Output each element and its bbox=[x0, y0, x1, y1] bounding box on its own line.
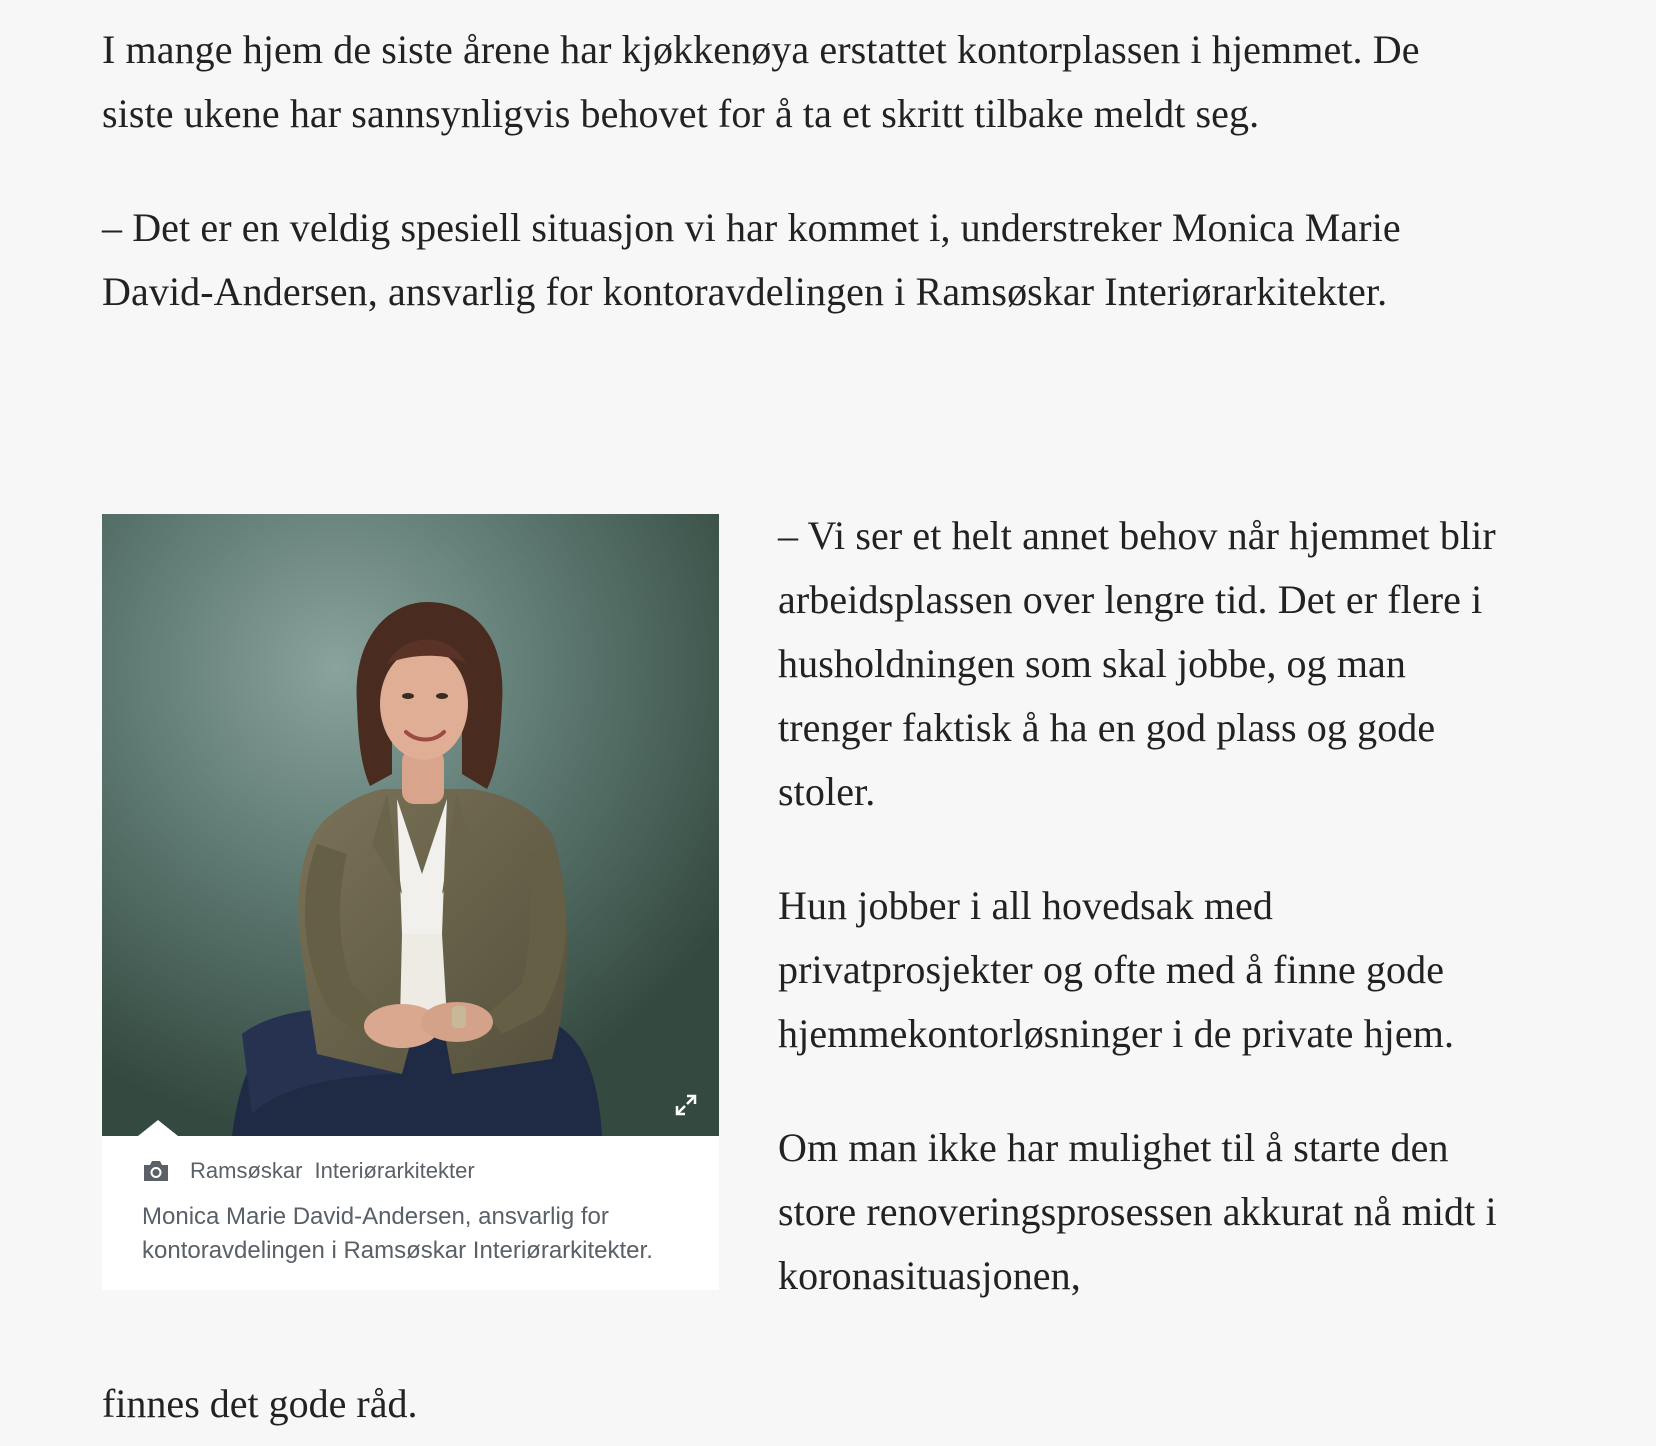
article-paragraph-quote: – Det er en veldig spesiell situasjon vi har kommet i, understreker Monica Marie David-Andersen, ansvarlig for kontoravdelingen i Ramsøskar Interiørarkitekter. bbox=[102, 205, 1401, 314]
article-paragraph: Om man ikke har mulighet til å starte den store renoveringsprosessen akkurat nå midt i koronasituasjonen, bbox=[778, 1125, 1497, 1298]
portrait-photo[interactable] bbox=[102, 514, 719, 1136]
figure-caption bbox=[102, 1136, 719, 1290]
photo-credit bbox=[142, 1156, 679, 1186]
article-paragraph: I mange hjem de siste årene har kjøkkenøya erstattet kontorplassen i hjemmet. De siste ukene har sannsynligvis behovet for å ta et skritt tilbake meldt seg. bbox=[102, 27, 1420, 136]
article-paragraph-quote: – Vi ser et helt annet behov når hjemmet blir arbeidsplassen over lengre tid. Det er flere i husholdningen som skal jobbe, og man trenger faktisk å ha en god plass og gode stoler. bbox=[778, 513, 1496, 814]
caption-text: Monica Marie David-Andersen, ansvarlig for kontoravdelingen i Ramsøskar Interiørarkitekter. bbox=[142, 1203, 653, 1264]
article-figure bbox=[102, 514, 719, 1290]
article-body bbox=[102, 18, 1482, 324]
article-paragraph: Hun jobber i all hovedsak med privatprosjekter og ofte med å finne gode hjemmekontorløsninger i de private hjem. bbox=[778, 883, 1455, 1056]
article-column-right bbox=[778, 504, 1498, 1308]
caption-pointer bbox=[138, 1120, 178, 1136]
camera-icon bbox=[142, 1159, 170, 1183]
expand-icon[interactable] bbox=[673, 1092, 699, 1118]
article-paragraph-continuation: finnes det gode råd. bbox=[102, 1381, 418, 1426]
portrait-illustration bbox=[102, 514, 719, 1136]
photo-credit-name: Ramsøskar Interiørarkitekter bbox=[190, 1158, 475, 1183]
